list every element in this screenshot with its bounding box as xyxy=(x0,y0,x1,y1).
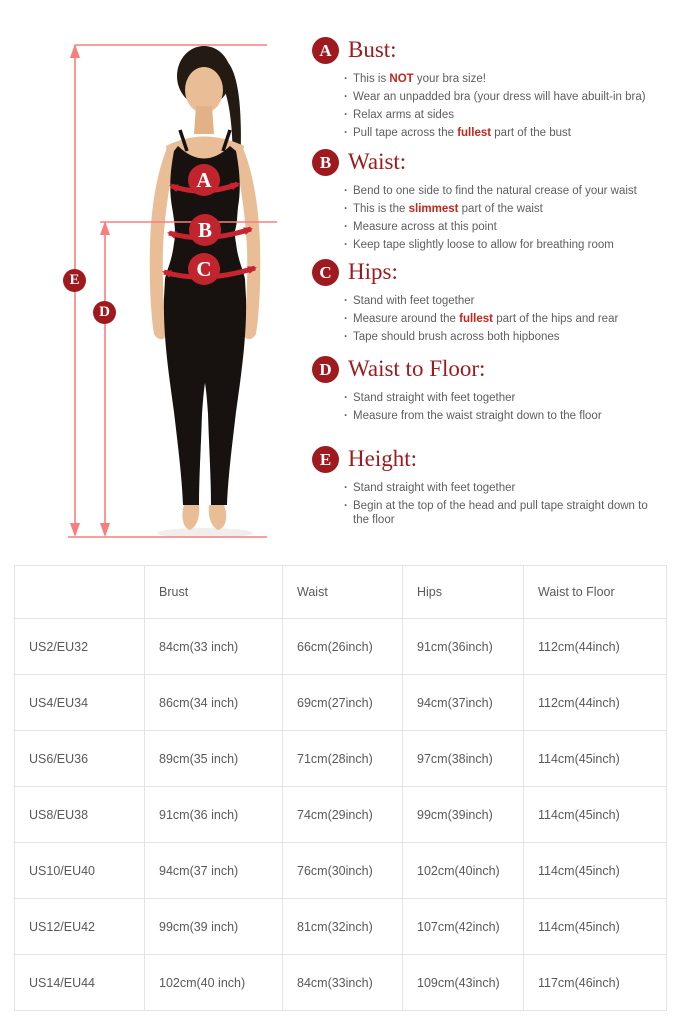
measurement-figure xyxy=(0,0,320,560)
bust-badge: A xyxy=(188,164,220,196)
size-value-cell: 107cm(42inch) xyxy=(403,899,524,955)
measure-section-d xyxy=(312,355,672,427)
letter-badge-a: A xyxy=(312,37,339,64)
size-label-cell: US14/EU44 xyxy=(15,955,145,1011)
bullet-item: · Pull tape across the fullest part of the bust xyxy=(343,126,659,140)
column-header: Waist xyxy=(283,566,403,619)
size-value-cell: 117cm(46inch) xyxy=(524,955,667,1011)
size-label-cell: US8/EU38 xyxy=(15,787,145,843)
size-value-cell: 86cm(34 inch) xyxy=(145,675,283,731)
column-header: Waist to Floor xyxy=(524,566,667,619)
size-value-cell: 99cm(39inch) xyxy=(403,787,524,843)
size-value-cell: 114cm(45inch) xyxy=(524,731,667,787)
bullet-item: · Measure across at this point xyxy=(343,220,659,234)
section-title: Waist to Floor: xyxy=(348,356,486,381)
letter-badge-b: B xyxy=(312,149,339,176)
model-illustration xyxy=(0,0,320,560)
size-value-cell: 71cm(28inch) xyxy=(283,731,403,787)
size-column-corner xyxy=(15,566,145,619)
size-value-cell: 84cm(33 inch) xyxy=(145,619,283,675)
size-value-cell: 89cm(35 inch) xyxy=(145,731,283,787)
table-row xyxy=(15,675,667,731)
bullet-list xyxy=(312,391,659,423)
bullet-item: · Stand straight with feet together xyxy=(343,391,659,405)
bullet-item: · Bend to one side to find the natural crease of your waist xyxy=(343,184,659,198)
size-value-cell: 74cm(29inch) xyxy=(283,787,403,843)
waist-badge: B xyxy=(189,214,221,246)
measure-section-c xyxy=(312,258,672,348)
bullet-item: · Wear an unpadded bra (your dress will have abuilt-in bra) xyxy=(343,90,659,104)
size-label-cell: US2/EU32 xyxy=(15,619,145,675)
section-heading xyxy=(312,258,672,286)
bullet-item: · Stand with feet together xyxy=(343,294,659,308)
size-value-cell: 109cm(43inch) xyxy=(403,955,524,1011)
size-table-body xyxy=(15,619,667,1011)
table-row xyxy=(15,899,667,955)
size-value-cell: 91cm(36inch) xyxy=(403,619,524,675)
size-value-cell: 112cm(44inch) xyxy=(524,675,667,731)
waist-to-floor-badge: D xyxy=(93,301,116,324)
size-value-cell: 69cm(27inch) xyxy=(283,675,403,731)
size-label-cell: US12/EU42 xyxy=(15,899,145,955)
table-row xyxy=(15,843,667,899)
table-row xyxy=(15,731,667,787)
letter-badge-c: C xyxy=(312,259,339,286)
column-header: Hips xyxy=(403,566,524,619)
bullet-item: · Relax arms at sides xyxy=(343,108,659,122)
size-value-cell: 94cm(37inch) xyxy=(403,675,524,731)
bullet-list xyxy=(312,72,659,140)
bullet-item: · Stand straight with feet together xyxy=(343,481,659,495)
section-heading xyxy=(312,36,672,64)
size-value-cell: 114cm(45inch) xyxy=(524,843,667,899)
size-value-cell: 81cm(32inch) xyxy=(283,899,403,955)
size-value-cell: 114cm(45inch) xyxy=(524,899,667,955)
size-value-cell: 102cm(40inch) xyxy=(403,843,524,899)
size-value-cell: 99cm(39 inch) xyxy=(145,899,283,955)
size-value-cell: 94cm(37 inch) xyxy=(145,843,283,899)
size-label-cell: US10/EU40 xyxy=(15,843,145,899)
bullet-item: · Begin at the top of the head and pull tape straight down to the floor xyxy=(343,499,659,527)
measure-section-b xyxy=(312,148,672,256)
instructions xyxy=(312,0,674,560)
letter-badge-d: D xyxy=(312,356,339,383)
bullet-item: · Tape should brush across both hipbones xyxy=(343,330,659,344)
section-heading xyxy=(312,148,672,176)
section-title: Height: xyxy=(348,446,417,471)
size-value-cell: 66cm(26inch) xyxy=(283,619,403,675)
bullet-item: · Measure around the fullest part of the hips and rear xyxy=(343,312,659,326)
letter-badge-e: E xyxy=(312,446,339,473)
bullet-item: · This is the slimmest part of the waist xyxy=(343,202,659,216)
bullet-list xyxy=(312,294,659,344)
measure-section-e xyxy=(312,445,672,531)
table-row xyxy=(15,787,667,843)
section-title: Bust: xyxy=(348,37,397,62)
size-table-header xyxy=(15,566,667,619)
height-badge: E xyxy=(63,269,86,292)
bullet-list xyxy=(312,481,659,527)
section-title: Waist: xyxy=(348,149,407,174)
section-heading xyxy=(312,355,672,383)
size-value-cell: 76cm(30inch) xyxy=(283,843,403,899)
bullet-list xyxy=(312,184,659,252)
size-value-cell: 102cm(40 inch) xyxy=(145,955,283,1011)
bullet-item: · This is NOT your bra size! xyxy=(343,72,659,86)
size-value-cell: 91cm(36 inch) xyxy=(145,787,283,843)
size-label-cell: US6/EU36 xyxy=(15,731,145,787)
hips-badge: C xyxy=(188,253,220,285)
measure-section-a xyxy=(312,36,672,144)
size-value-cell: 114cm(45inch) xyxy=(524,787,667,843)
size-value-cell: 84cm(33inch) xyxy=(283,955,403,1011)
section-heading xyxy=(312,445,672,473)
section-title: Hips: xyxy=(348,259,398,284)
bullet-item: · Keep tape slightly loose to allow for breathing room xyxy=(343,238,659,252)
size-value-cell: 97cm(38inch) xyxy=(403,731,524,787)
table-row xyxy=(15,619,667,675)
table-row xyxy=(15,955,667,1011)
size-value-cell: 112cm(44inch) xyxy=(524,619,667,675)
size-label-cell: US4/EU34 xyxy=(15,675,145,731)
size-chart-table xyxy=(14,565,667,1011)
column-header: Brust xyxy=(145,566,283,619)
bullet-item: · Measure from the waist straight down to the floor xyxy=(343,409,659,423)
